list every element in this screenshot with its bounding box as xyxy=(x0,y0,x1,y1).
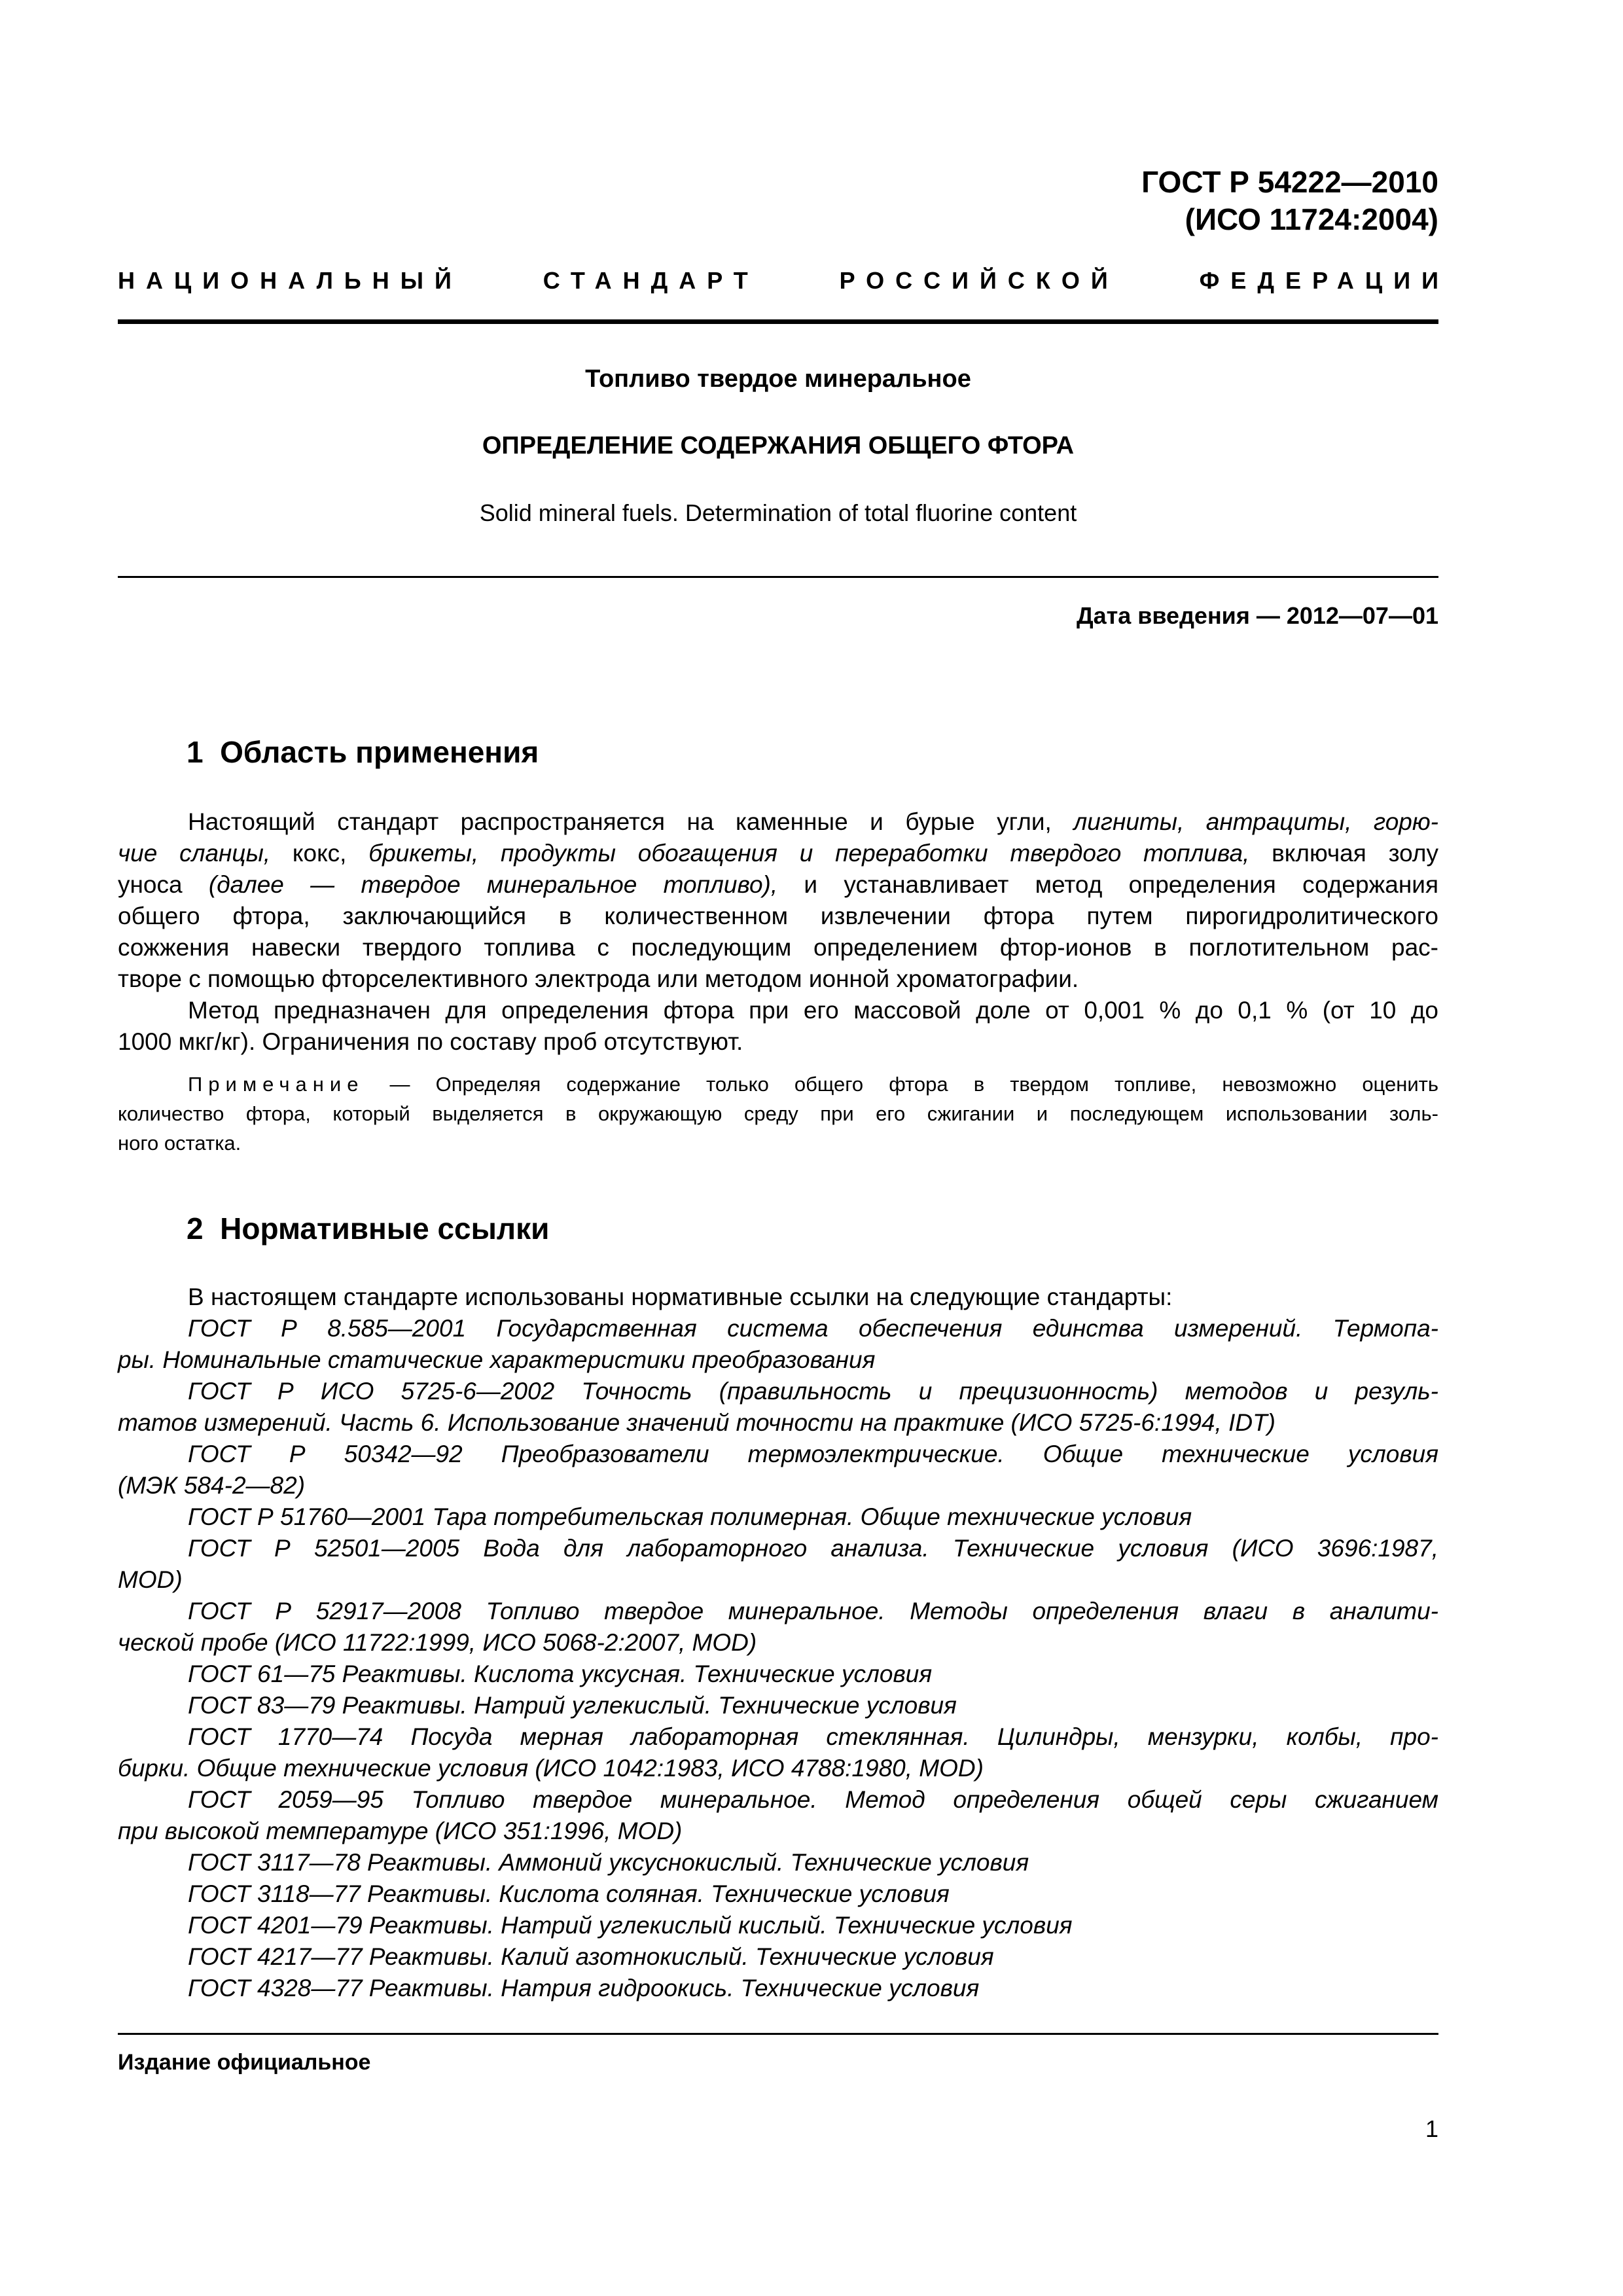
page-number: 1 xyxy=(1425,2115,1438,2142)
official-edition-label: Издание официальное xyxy=(118,2050,371,2075)
reference-line: при высокой температуре (ИСО 351:1996, MOD) xyxy=(118,1818,683,1844)
reference-line: татов измерений. Часть 6. Использование значений точности на практике (ИСО 5725-6:1994, IDT) xyxy=(118,1409,1275,1436)
standard-code: ГОСТ Р 54222—2010 xyxy=(1141,165,1438,199)
reference-line: ГОСТ Р 51760—2001 Тара потребительская полимерная. Общие технические условия xyxy=(188,1503,1192,1530)
national-standard-banner xyxy=(118,267,1450,295)
section-1-heading: 1 Область применения xyxy=(187,735,539,769)
main-title: ОПРЕДЕЛЕНИЕ СОДЕРЖАНИЯ ОБЩЕГО ФТОРА xyxy=(482,432,1075,459)
english-title: Solid mineral fuels. Determination of total fluorine content xyxy=(479,499,1077,526)
reference-line: ГОСТ 2059—95 Топливо твердое минеральное. Метод определения общей серы сжиганием xyxy=(188,1786,1438,1813)
subject-title: Топливо твердое минеральное xyxy=(585,365,971,393)
text-line: 1000 мкг/кг). Ограничения по составу проб отсутствуют. xyxy=(118,1028,743,1055)
text-line: творе с помощью фторселективного электрода или методом ионной хроматографии. xyxy=(118,965,1079,992)
text-line: Настоящий стандарт распространяется на каменные и бурые угли, лигниты, антрациты, горю- xyxy=(188,808,1439,835)
text-line: Метод предназначен для определения фтора при его массовой доле от 0,001 % до 0,1 % (от 10 до xyxy=(188,997,1438,1024)
section-1-paragraph-1 xyxy=(118,806,1438,1058)
reference-line: бирки. Общие технические условия (ИСО 1042:1983, ИСО 4788:1980, MOD) xyxy=(118,1755,984,1782)
reference-line: ГОСТ Р ИСО 5725-6—2002 Точность (правильность и прецизионность) методов и резуль- xyxy=(188,1378,1438,1405)
reference-line: ГОСТ Р 52917—2008 Топливо твердое минеральное. Методы определения влаги в аналити- xyxy=(188,1598,1438,1624)
banner-word: СТАНДАРТ xyxy=(543,267,759,294)
text-line: чие сланцы, кокс, брикеты, продукты обогащения и переработки твердого топлива, включая золу xyxy=(118,840,1439,867)
references-intro: В настоящем стандарте использованы нормативные ссылки на следующие стандарты: xyxy=(188,1283,1173,1310)
header-rule xyxy=(118,319,1438,324)
introduction-date: Дата введения — 2012—07—01 xyxy=(1076,602,1438,629)
text-line: общего фтора, заключающийся в количественном извлечении фтора путем пирогидролитического xyxy=(118,903,1438,929)
reference-line: ры. Номинальные статические характеристики преобразования xyxy=(118,1346,876,1373)
reference-line: ГОСТ 3118—77 Реактивы. Кислота соляная. Технические условия xyxy=(188,1880,950,1907)
banner-word: ФЕДЕРАЦИИ xyxy=(1199,267,1450,294)
banner-word: РОССИЙСКОЙ xyxy=(839,267,1119,294)
title-rule xyxy=(118,576,1438,578)
reference-line: (МЭК 584-2—82) xyxy=(118,1472,306,1499)
reference-line: ГОСТ Р 8.585—2001 Государственная система обеспечения единства измерений. Термопа- xyxy=(188,1315,1438,1342)
reference-line: ГОСТ 83—79 Реактивы. Натрий углекислый. Технические условия xyxy=(188,1692,957,1719)
note-line: Примечание — Определяя содержание только общего фтора в твердом топливе, невозможно оценить xyxy=(188,1073,1438,1096)
note-line: ного остатка. xyxy=(118,1132,241,1155)
reference-line: ГОСТ Р 50342—92 Преобразователи термоэлектрические. Общие технические условия xyxy=(188,1441,1438,1467)
note-label: Примечание xyxy=(188,1073,365,1096)
note-line: количество фтора, который выделяется в окружающую среду при его сжигании и последующем использовании золь- xyxy=(118,1102,1438,1125)
iso-code: (ИСО 11724:2004) xyxy=(1185,202,1438,236)
reference-line: ГОСТ 61—75 Реактивы. Кислота уксусная. Технические условия xyxy=(188,1660,933,1687)
banner-word: НАЦИОНАЛЬНЫЙ xyxy=(118,267,463,294)
normative-references xyxy=(118,1282,1438,2004)
footer-rule xyxy=(118,2033,1438,2035)
reference-line: ГОСТ 3117—78 Реактивы. Аммоний уксуснокислый. Технические условия xyxy=(188,1849,1029,1876)
reference-line: MOD) xyxy=(118,1566,183,1593)
reference-line: ГОСТ Р 52501—2005 Вода для лабораторного анализа. Технические условия (ИСО 3696:1987, xyxy=(188,1535,1438,1562)
reference-line: ГОСТ 4328—77 Реактивы. Натрия гидроокись. Технические условия xyxy=(188,1975,980,2001)
reference-line: ческой пробе (ИСО 11722:1999, ИСО 5068-2:2007, MOD) xyxy=(118,1629,757,1656)
reference-line: ГОСТ 4201—79 Реактивы. Натрий углекислый кислый. Технические условия xyxy=(188,1912,1073,1939)
section-2-heading: 2 Нормативные ссылки xyxy=(187,1211,550,1246)
text-line: сожжения навески твердого топлива с последующим определением фтор-ионов в поглотительном рас- xyxy=(118,934,1438,961)
reference-line: ГОСТ 1770—74 Посуда мерная лабораторная стеклянная. Цилиндры, мензурки, колбы, про- xyxy=(188,1723,1438,1750)
reference-line: ГОСТ 4217—77 Реактивы. Калий азотнокислый. Технические условия xyxy=(188,1943,994,1970)
section-1-note xyxy=(118,1069,1438,1158)
text-line: уноса (далее — твердое минеральное топливо), и устанавливает метод определения содержания xyxy=(118,871,1438,898)
